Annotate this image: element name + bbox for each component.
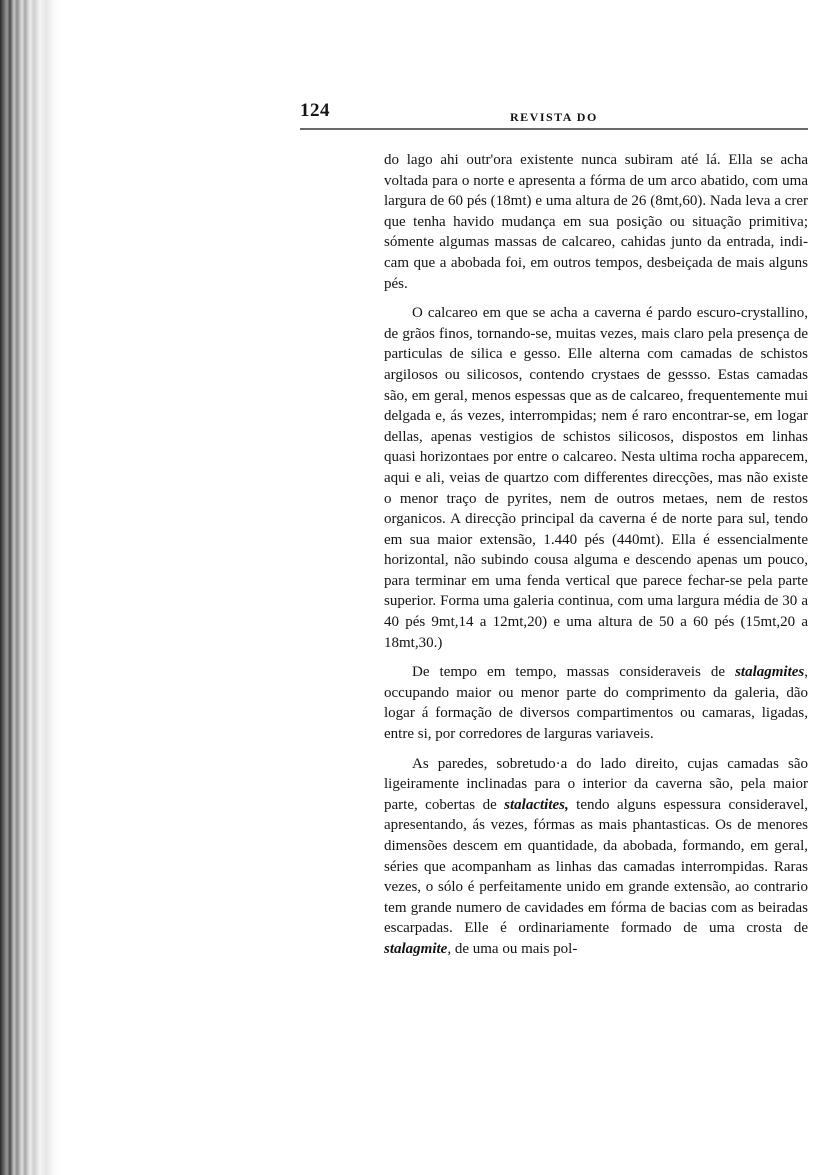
text-run: do lago ahi outr'ora existente nunca subiram até lá. Ella se acha voltada para o norte e apresenta a fórma de um arco abatido, com uma largura de 60 pés (18mt) e uma altura de 26 (8mt,60). Nada leva a crer que tenha havido mudança em sua posição ou situação primitiva; sómente algumas massas de calcareo, cahidas junto da entrada, indicam que a abobada foi, em outros tempos, desbeiçada de mais alguns pés. xyxy=(384,152,808,292)
paragraph xyxy=(384,303,808,653)
italic-term: stalagmites xyxy=(735,664,805,681)
page-number: 124 xyxy=(300,100,330,121)
book-binding-edge xyxy=(0,0,62,1175)
text-run: As paredes, sobretudo·a do lado direito, cujas camadas são ligeiramente inclinadas para o interior da caverna são, pela maior parte, cobertas de xyxy=(384,755,808,813)
italic-term: stalactites, xyxy=(504,796,569,813)
text-run: tendo alguns espessura consideravel, apresentando, ás vezes, fórmas as mais phantasticas. Os de menores dimensões descem em quantidade, da abobada, formando, em geral, séries que acompanham as linhas das camadas interrompidas. Raras vezes, o sólo é perfeitamente unido em grande extensão, ao contrario tem grande numero de cavidades em fórma de bacias com as beiradas escarpadas. Elle é ordinariamente formado de uma crosta de xyxy=(384,796,808,937)
text-run: O calcareo em que se acha a caverna é pardo escuro-crystallino, de grãos finos, tornando-se, muitas vezes, mais claro pela presença de particulas de silica e gesso. Elle alterna com camadas de schistos argilosos ou silicosos, contendo crystaes de gessso. Estas camadas são, em geral, menos espessas que as de calcareo, frequentemente mui delgada e, ás vezes, interrompidas; nem é raro encontrar-se, em logar dellas, apenas vestigios de schistos silicosos, dispostos em linhas quasi horizontaes por entre o calcareo. Nesta ultima rocha apparecem, aqui e ali, veias de quartzo com differentes direcções, mas não existe o menor traço de pyrites, nem de outros metaes, nem de restos organicos. A direcção principal da caverna é de norte para sul, tendo em sua maior extensão, 1.440 pés (440mt). Ella é essencialmente horizontal, não subindo cousa alguma e descendo apenas um pouco, para terminar em uma fenda vertical que parece fechar-se pela parte superior. Forma uma galeria continua, com uma largura média de 30 a 40 pés 9mt,14 a 12mt,20) e uma altura de 50 a 60 pés (15mt,20 a 18mt,30.) xyxy=(384,305,808,651)
text-run: , de uma ou mais pol- xyxy=(447,940,578,957)
paragraph xyxy=(384,754,808,960)
text-run: De tempo em tempo, massas consideraveis de xyxy=(412,664,736,681)
running-head: REVISTA DO xyxy=(510,110,598,124)
paragraph xyxy=(384,150,808,294)
body-text xyxy=(384,150,808,969)
paragraph xyxy=(384,662,808,744)
text-run: , occupando maior ou menor parte do comprimento da galeria, dão logar á formação de diversos compartimentos ou camaras, ligadas, entre si, por corredores de larguras variaveis. xyxy=(384,664,808,743)
header-rule xyxy=(300,128,808,130)
italic-term: stalagmite xyxy=(384,940,448,957)
